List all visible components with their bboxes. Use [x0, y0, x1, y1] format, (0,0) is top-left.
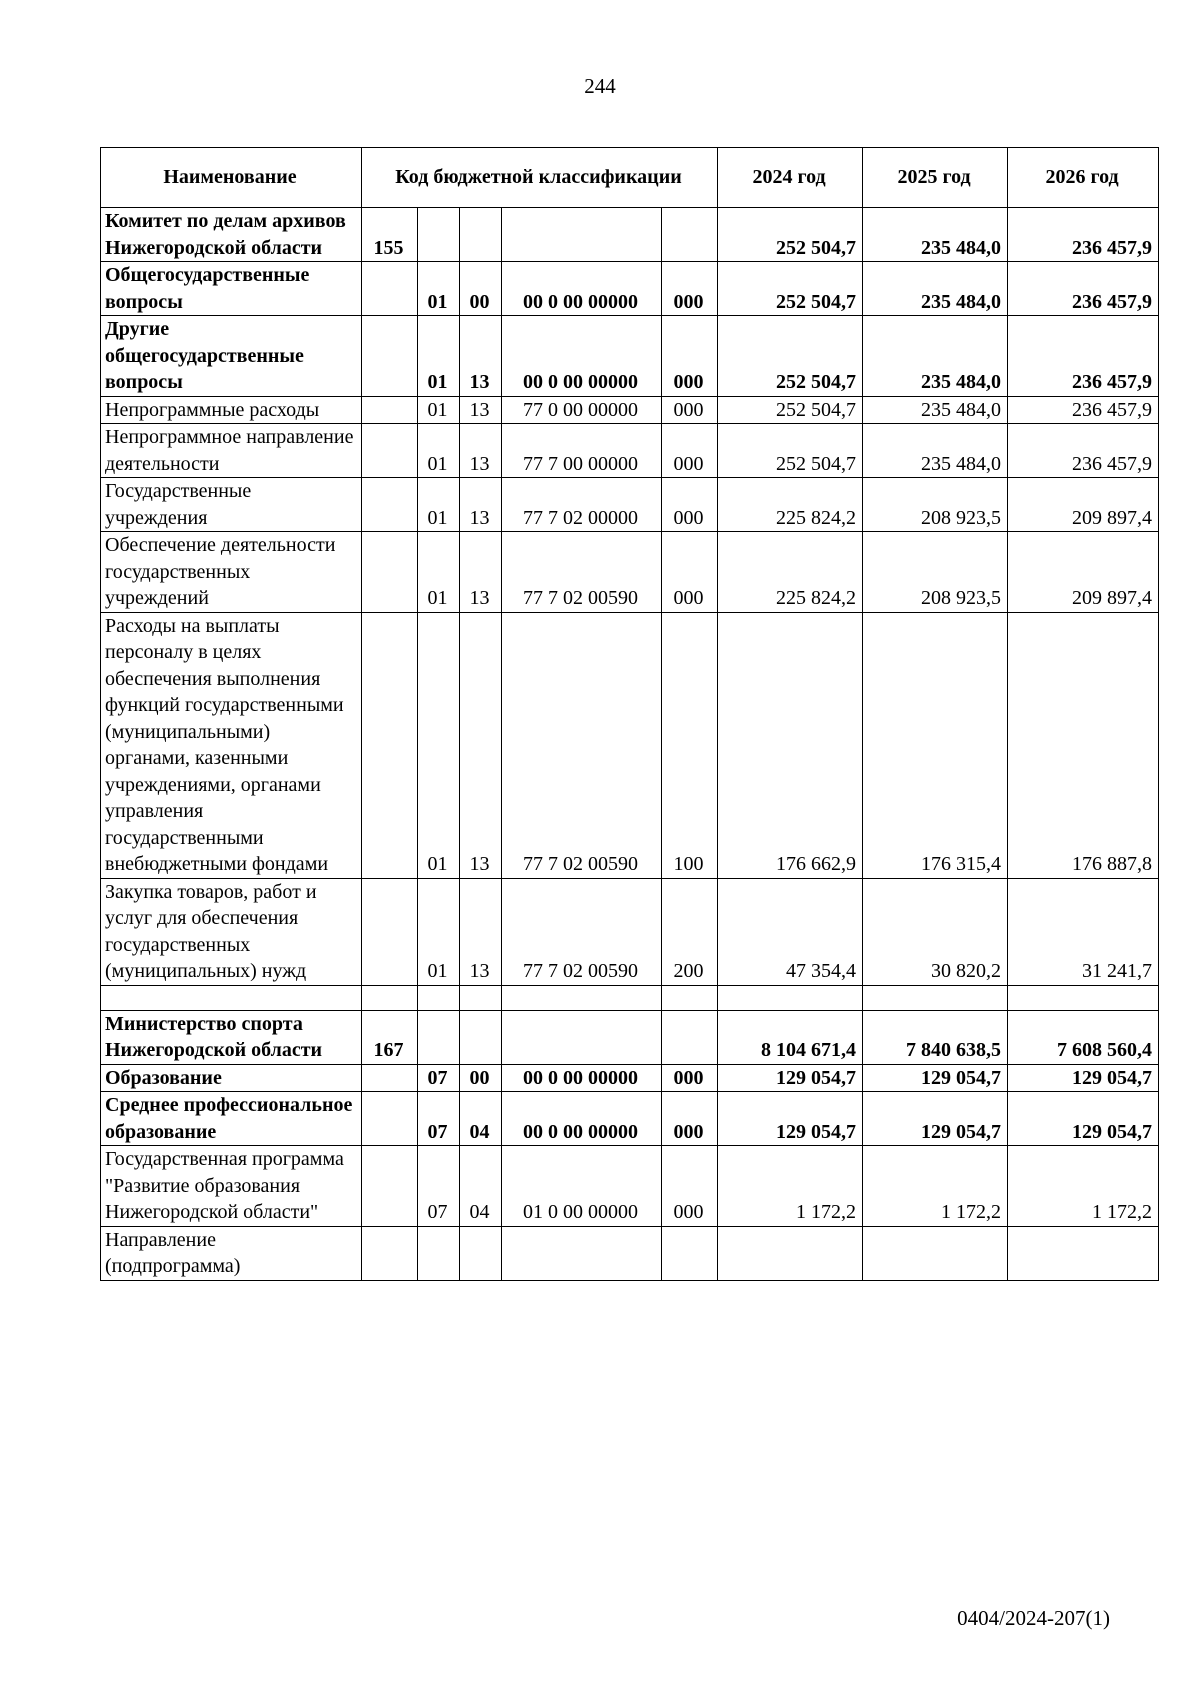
row-vid-rashodov: 000 — [662, 1064, 718, 1092]
page-number: 244 — [584, 74, 616, 98]
row-vid-rashodov: 000 — [662, 1092, 718, 1146]
row-razdel: 01 — [418, 396, 460, 424]
row-value-2024: 252 504,7 — [718, 316, 863, 397]
row-value-2025: 235 484,0 — [863, 396, 1008, 424]
row-podrazdel: 13 — [460, 316, 502, 397]
row-name: Государственные учреждения — [101, 478, 362, 532]
row-podrazdel: 04 — [460, 1146, 502, 1227]
table-row — [101, 1226, 1159, 1280]
document-code: 0404/2024-207(1) — [957, 1606, 1110, 1630]
row-value-2025: 235 484,0 — [863, 262, 1008, 316]
row-podrazdel: 13 — [460, 878, 502, 985]
header-code: Код бюджетной классификации — [362, 148, 718, 208]
row-value-2026: 236 457,9 — [1008, 208, 1159, 262]
table-row — [101, 262, 1159, 316]
row-value-2025: 176 315,4 — [863, 612, 1008, 878]
row-podrazdel: 13 — [460, 424, 502, 478]
row-podrazdel: 13 — [460, 478, 502, 532]
table-row — [101, 1010, 1159, 1064]
row-glavnyi-rasporyaditel: 167 — [362, 1010, 418, 1064]
row-name: Государственная программа "Развитие образования Нижегородской области" — [101, 1146, 362, 1227]
row-value-2026: 7 608 560,4 — [1008, 1010, 1159, 1064]
row-glavnyi-rasporyaditel — [362, 316, 418, 397]
row-razdel: 01 — [418, 612, 460, 878]
row-razdel: 01 — [418, 316, 460, 397]
row-vid-rashodov: 000 — [662, 424, 718, 478]
empty-cell — [502, 985, 662, 1010]
row-vid-rashodov: 200 — [662, 878, 718, 985]
empty-cell — [863, 985, 1008, 1010]
row-razdel: 01 — [418, 478, 460, 532]
row-celevaya-statya: 01 0 00 00000 — [502, 1146, 662, 1227]
empty-cell — [101, 985, 362, 1010]
row-value-2026: 236 457,9 — [1008, 316, 1159, 397]
row-name: Другие общегосударственные вопросы — [101, 316, 362, 397]
row-value-2024: 252 504,7 — [718, 424, 863, 478]
empty-cell — [662, 985, 718, 1010]
table-row — [101, 208, 1159, 262]
row-celevaya-statya: 00 0 00 00000 — [502, 262, 662, 316]
row-glavnyi-rasporyaditel — [362, 396, 418, 424]
row-value-2026: 176 887,8 — [1008, 612, 1159, 878]
row-value-2024: 176 662,9 — [718, 612, 863, 878]
row-glavnyi-rasporyaditel — [362, 262, 418, 316]
row-vid-rashodov — [662, 1010, 718, 1064]
row-value-2025: 7 840 638,5 — [863, 1010, 1008, 1064]
row-value-2024: 129 054,7 — [718, 1092, 863, 1146]
row-glavnyi-rasporyaditel — [362, 1064, 418, 1092]
row-glavnyi-rasporyaditel — [362, 1092, 418, 1146]
row-razdel: 01 — [418, 878, 460, 985]
row-podrazdel: 13 — [460, 612, 502, 878]
row-vid-rashodov: 000 — [662, 532, 718, 613]
row-vid-rashodov: 000 — [662, 396, 718, 424]
row-glavnyi-rasporyaditel: 155 — [362, 208, 418, 262]
row-razdel: 07 — [418, 1146, 460, 1227]
row-value-2025: 129 054,7 — [863, 1064, 1008, 1092]
row-value-2026: 31 241,7 — [1008, 878, 1159, 985]
row-value-2024: 129 054,7 — [718, 1064, 863, 1092]
row-value-2024: 8 104 671,4 — [718, 1010, 863, 1064]
table-row — [101, 878, 1159, 985]
row-glavnyi-rasporyaditel — [362, 424, 418, 478]
empty-cell — [362, 985, 418, 1010]
row-glavnyi-rasporyaditel — [362, 478, 418, 532]
row-celevaya-statya: 00 0 00 00000 — [502, 316, 662, 397]
row-podrazdel: 04 — [460, 1092, 502, 1146]
empty-cell — [1008, 985, 1159, 1010]
row-value-2025: 235 484,0 — [863, 208, 1008, 262]
row-value-2026: 236 457,9 — [1008, 262, 1159, 316]
row-celevaya-statya: 00 0 00 00000 — [502, 1092, 662, 1146]
row-value-2025: 235 484,0 — [863, 424, 1008, 478]
row-glavnyi-rasporyaditel — [362, 1226, 418, 1280]
row-glavnyi-rasporyaditel — [362, 878, 418, 985]
table-row — [101, 396, 1159, 424]
row-celevaya-statya: 00 0 00 00000 — [502, 1064, 662, 1092]
row-podrazdel — [460, 1010, 502, 1064]
row-vid-rashodov: 000 — [662, 478, 718, 532]
empty-cell — [718, 985, 863, 1010]
row-value-2026: 209 897,4 — [1008, 478, 1159, 532]
row-value-2024: 47 354,4 — [718, 878, 863, 985]
row-value-2026 — [1008, 1226, 1159, 1280]
row-celevaya-statya — [502, 208, 662, 262]
table-row — [101, 1064, 1159, 1092]
row-razdel: 01 — [418, 424, 460, 478]
row-name: Расходы на выплаты персоналу в целях обеспечения выполнения функций государственными (муниципальными) органами, казенными учреждениями, органами управления государственными внебюджетными фондами — [101, 612, 362, 878]
row-glavnyi-rasporyaditel — [362, 1146, 418, 1227]
row-name: Направление (подпрограмма) — [101, 1226, 362, 1280]
row-value-2026: 236 457,9 — [1008, 424, 1159, 478]
row-celevaya-statya: 77 7 02 00000 — [502, 478, 662, 532]
row-value-2024: 1 172,2 — [718, 1146, 863, 1227]
row-celevaya-statya — [502, 1010, 662, 1064]
row-value-2024: 225 824,2 — [718, 532, 863, 613]
row-value-2025 — [863, 1226, 1008, 1280]
row-podrazdel — [460, 208, 502, 262]
row-value-2026: 209 897,4 — [1008, 532, 1159, 613]
row-vid-rashodov: 000 — [662, 262, 718, 316]
row-value-2025: 30 820,2 — [863, 878, 1008, 985]
row-celevaya-statya: 77 7 02 00590 — [502, 878, 662, 985]
table-row — [101, 478, 1159, 532]
row-value-2026: 236 457,9 — [1008, 396, 1159, 424]
table-row — [101, 1146, 1159, 1227]
row-name: Закупка товаров, работ и услуг для обеспечения государственных (муниципальных) нужд — [101, 878, 362, 985]
row-vid-rashodov — [662, 1226, 718, 1280]
row-podrazdel: 00 — [460, 262, 502, 316]
row-value-2026: 129 054,7 — [1008, 1092, 1159, 1146]
row-value-2024: 252 504,7 — [718, 208, 863, 262]
row-podrazdel: 13 — [460, 532, 502, 613]
row-value-2024: 225 824,2 — [718, 478, 863, 532]
row-value-2024: 252 504,7 — [718, 396, 863, 424]
row-razdel — [418, 1010, 460, 1064]
row-vid-rashodov: 000 — [662, 316, 718, 397]
row-name: Обеспечение деятельности государственных учреждений — [101, 532, 362, 613]
row-vid-rashodov: 100 — [662, 612, 718, 878]
header-2024: 2024 год — [718, 148, 863, 208]
spacer-row — [101, 985, 1159, 1010]
row-value-2025: 1 172,2 — [863, 1146, 1008, 1227]
row-value-2026: 129 054,7 — [1008, 1064, 1159, 1092]
row-glavnyi-rasporyaditel — [362, 612, 418, 878]
row-name: Общегосударственные вопросы — [101, 262, 362, 316]
row-razdel: 07 — [418, 1064, 460, 1092]
row-celevaya-statya: 77 7 02 00590 — [502, 612, 662, 878]
empty-cell — [460, 985, 502, 1010]
row-name: Комитет по делам архивов Нижегородской области — [101, 208, 362, 262]
row-razdel: 01 — [418, 532, 460, 613]
row-podrazdel: 13 — [460, 396, 502, 424]
header-2026: 2026 год — [1008, 148, 1159, 208]
row-celevaya-statya — [502, 1226, 662, 1280]
table-row — [101, 532, 1159, 613]
row-name: Министерство спорта Нижегородской области — [101, 1010, 362, 1064]
row-name: Образование — [101, 1064, 362, 1092]
row-name: Среднее профессиональное образование — [101, 1092, 362, 1146]
row-razdel: 01 — [418, 262, 460, 316]
row-celevaya-statya: 77 7 00 00000 — [502, 424, 662, 478]
header-2025: 2025 год — [863, 148, 1008, 208]
table-header — [101, 148, 1159, 208]
row-podrazdel: 00 — [460, 1064, 502, 1092]
row-name: Непрограммное направление деятельности — [101, 424, 362, 478]
row-podrazdel — [460, 1226, 502, 1280]
row-value-2024 — [718, 1226, 863, 1280]
row-celevaya-statya: 77 0 00 00000 — [502, 396, 662, 424]
header-name: Наименование — [101, 148, 362, 208]
row-vid-rashodov — [662, 208, 718, 262]
row-value-2025: 129 054,7 — [863, 1092, 1008, 1146]
row-value-2025: 235 484,0 — [863, 316, 1008, 397]
row-razdel — [418, 1226, 460, 1280]
budget-table — [100, 147, 1159, 1281]
row-value-2024: 252 504,7 — [718, 262, 863, 316]
empty-cell — [418, 985, 460, 1010]
row-vid-rashodov: 000 — [662, 1146, 718, 1227]
row-razdel — [418, 208, 460, 262]
row-value-2026: 1 172,2 — [1008, 1146, 1159, 1227]
row-value-2025: 208 923,5 — [863, 532, 1008, 613]
table-row — [101, 612, 1159, 878]
row-razdel: 07 — [418, 1092, 460, 1146]
table-row — [101, 424, 1159, 478]
row-value-2025: 208 923,5 — [863, 478, 1008, 532]
row-glavnyi-rasporyaditel — [362, 532, 418, 613]
table-row — [101, 1092, 1159, 1146]
row-celevaya-statya: 77 7 02 00590 — [502, 532, 662, 613]
table-row — [101, 316, 1159, 397]
row-name: Непрограммные расходы — [101, 396, 362, 424]
